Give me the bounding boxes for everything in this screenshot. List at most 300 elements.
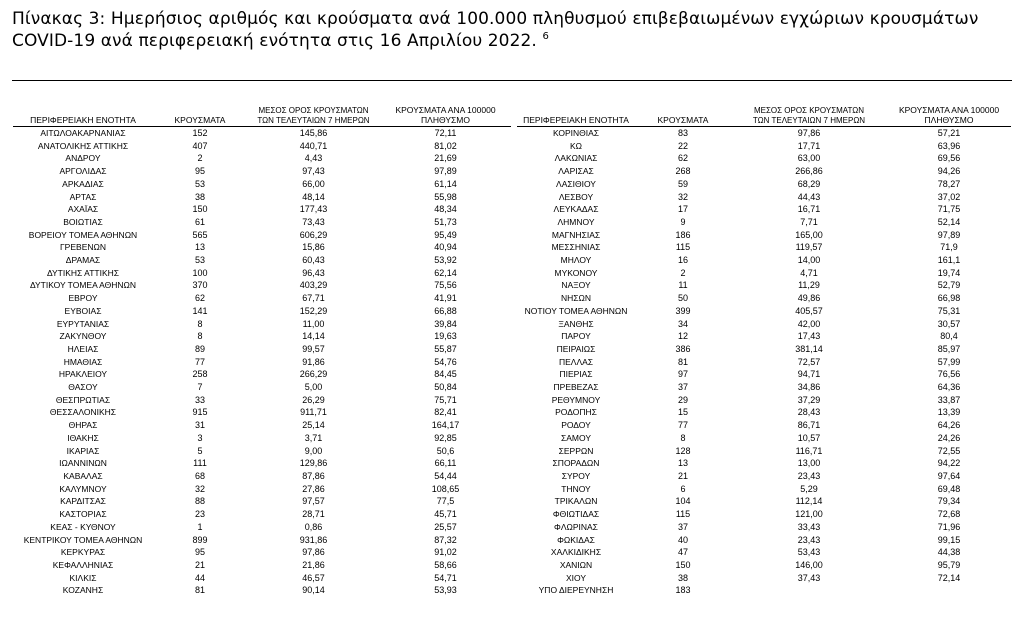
- table-row: [517, 279, 1011, 292]
- cases-cell: 44: [194, 572, 205, 583]
- region-cell: ΑΙΤΩΛΟΑΚΑΡΝΑΝΙΑΣ: [40, 128, 126, 138]
- table-row: [517, 546, 1011, 559]
- per100k-cell: 44,38: [937, 547, 961, 558]
- per100k-cell: 63,96: [937, 140, 961, 151]
- per100k-cell: 91,02: [434, 547, 457, 558]
- table-row: [13, 546, 511, 559]
- avg7-cell: 5,29: [800, 483, 818, 494]
- avg7-cell: 37,43: [797, 572, 821, 583]
- region-cell: ΚΕΡΚΥΡΑΣ: [60, 547, 106, 558]
- header-region: ΠΕΡΙΦΕΡΕΙΑΚΗ ΕΝΟΤΗΤΑ: [13, 100, 153, 127]
- per100k-cell: 19,74: [937, 267, 961, 278]
- per100k-cell: 50,84: [434, 382, 457, 393]
- cases-cell: 915: [192, 407, 208, 418]
- header-avg7: ΜΕΣΟΣ ΟΡΟΣ ΚΡΟΥΣΜΑΤΩΝ ΤΩΝ ΤΕΛΕΥΤΑΙΩΝ 7 ΗΜΕΡΩΝ: [247, 100, 380, 127]
- per100k-cell: 30,57: [937, 318, 961, 329]
- region-cell: ΦΩΚΙΔΑΣ: [557, 534, 595, 545]
- region-cell: ΜΗΛΟΥ: [560, 255, 592, 266]
- cases-cell: 16: [677, 255, 688, 266]
- table-row: [13, 330, 511, 343]
- region-cell: ΠΕΛΛΑΣ: [558, 356, 594, 367]
- table-row: [517, 406, 1011, 419]
- avg7-cell: 403,29: [299, 280, 328, 291]
- right-table-block: [517, 100, 1011, 625]
- per100k-cell: 72,55: [937, 445, 961, 456]
- cases-cell: 407: [192, 140, 208, 151]
- table-row: [517, 356, 1011, 369]
- cases-cell: 6: [680, 483, 686, 494]
- region-cell: ΞΑΝΘΗΣ: [558, 318, 594, 329]
- per100k-cell: 25,57: [434, 521, 457, 532]
- region-cell: ΚΕΦΑΛΛΗΝΙΑΣ: [52, 559, 114, 570]
- cases-cell: 8: [197, 318, 203, 329]
- per100k-cell: 53,92: [434, 255, 457, 266]
- per100k-cell: 71,75: [937, 204, 961, 215]
- per100k-cell: 52,14: [937, 216, 961, 227]
- region-cell: ΘΗΡΑΣ: [68, 420, 98, 431]
- per100k-cell: 37,02: [937, 191, 961, 202]
- per100k-cell: 81,02: [434, 140, 457, 151]
- per100k-cell: 19,63: [434, 331, 457, 342]
- avg7-cell: 28,43: [797, 407, 821, 418]
- table-row: [13, 368, 511, 381]
- avg7-cell: 34,86: [797, 382, 821, 393]
- avg7-cell: 177,43: [299, 204, 328, 215]
- cases-cell: 77: [194, 356, 205, 367]
- region-cell: ΔΡΑΜΑΣ: [65, 255, 101, 266]
- avg7-cell: 97,86: [302, 547, 325, 558]
- table-row: [13, 203, 511, 216]
- region-cell: ΕΒΡΟΥ: [68, 293, 98, 304]
- region-cell: ΠΡΕΒΕΖΑΣ: [553, 382, 599, 393]
- per100k-cell: 55,98: [434, 191, 457, 202]
- per100k-cell: 66,11: [434, 458, 457, 469]
- caption-line-1: Πίνακας 3: Ημερήσιος αριθμός και κρούσματα ανά 100.000 πληθυσμού επιβεβαιωμένων εγχώριων κρουσμάτων: [12, 9, 979, 29]
- cases-cell: 29: [677, 394, 688, 405]
- region-cell: ΣΠΟΡΑΔΩΝ: [552, 458, 600, 469]
- per100k-cell: 108,65: [431, 483, 460, 494]
- per100k-cell: 94,26: [937, 166, 961, 177]
- table-row: [517, 140, 1011, 153]
- per100k-cell: 95,49: [434, 229, 457, 240]
- per100k-cell: 62,14: [434, 267, 457, 278]
- table-row: [13, 381, 511, 394]
- avg7-cell: 3,71: [304, 432, 323, 443]
- region-cell: ΛΑΡΙΣΑΣ: [558, 166, 594, 177]
- per100k-cell: 33,87: [937, 394, 961, 405]
- avg7-cell: 14,14: [302, 331, 325, 342]
- region-cell: ΚΕΑΣ - ΚΥΘΝΟΥ: [50, 521, 116, 532]
- cases-cell: 268: [675, 166, 691, 177]
- avg7-cell: 60,43: [302, 255, 325, 266]
- table-row: [13, 254, 511, 267]
- table-row: [13, 140, 511, 153]
- cases-cell: 183: [675, 585, 691, 596]
- avg7-cell: 165,00: [795, 229, 823, 240]
- avg7-cell: 96,43: [302, 267, 325, 278]
- region-cell: ΠΙΕΡΙΑΣ: [559, 369, 593, 380]
- region-cell: ΘΕΣΣΑΛΟΝΙΚΗΣ: [49, 407, 117, 418]
- table-row: [13, 470, 511, 483]
- cases-cell: 8: [197, 331, 203, 342]
- cases-cell: 32: [677, 191, 688, 202]
- table-row: [517, 419, 1011, 432]
- table-row: [517, 152, 1011, 165]
- region-cell: ΧΙΟΥ: [565, 572, 587, 583]
- avg7-cell: 11,29: [798, 280, 820, 291]
- per100k-cell: 87,32: [434, 534, 457, 545]
- cases-cell: 111: [193, 458, 207, 469]
- cases-cell: 77: [677, 420, 688, 431]
- region-cell: ΔΥΤΙΚΟΥ ΤΟΜΕΑ ΑΘΗΝΩΝ: [29, 280, 137, 291]
- table-row: [13, 534, 511, 547]
- region-cell: ΜΥΚΟΝΟΥ: [554, 267, 598, 278]
- region-cell: ΒΟΙΩΤΙΑΣ: [63, 216, 103, 227]
- region-cell: ΚΑΛΥΜΝΟΥ: [59, 483, 107, 494]
- avg7-cell: 13,00: [797, 458, 821, 469]
- per100k-cell: 51,73: [434, 216, 457, 227]
- region-cell: ΚΩ: [569, 140, 583, 151]
- region-cell: ΔΥΤΙΚΗΣ ΑΤΤΙΚΗΣ: [46, 267, 120, 278]
- region-cell: ΚΑΒΑΛΑΣ: [63, 470, 103, 481]
- table-row: [13, 394, 511, 407]
- cases-cell: 399: [675, 305, 691, 316]
- avg7-cell: 63,00: [797, 153, 821, 164]
- region-cell: ΙΘΑΚΗΣ: [67, 432, 99, 443]
- cases-cell: 83: [677, 128, 688, 138]
- cases-cell: 11: [678, 280, 688, 291]
- avg7-cell: 97,86: [797, 128, 821, 138]
- cases-cell: 62: [194, 293, 205, 304]
- table-row: [517, 470, 1011, 483]
- table-row: [517, 178, 1011, 191]
- table-row: [13, 343, 511, 356]
- avg7-cell: 11,00: [302, 318, 325, 329]
- table-row: [517, 584, 1011, 597]
- region-cell: ΦΛΩΡΙΝΑΣ: [554, 521, 598, 532]
- table-row: [13, 419, 511, 432]
- table-row: [517, 318, 1011, 331]
- cases-cell: 2: [680, 267, 686, 278]
- per100k-cell: 94,22: [937, 458, 961, 469]
- table-row: [13, 584, 511, 597]
- cases-cell: 150: [675, 559, 691, 570]
- cases-cell: 81: [677, 356, 688, 367]
- cases-cell: 8: [680, 432, 686, 443]
- cases-cell: 34: [677, 318, 688, 329]
- cases-cell: 21: [194, 559, 205, 570]
- cases-cell: 899: [192, 534, 208, 545]
- table-row: [13, 152, 511, 165]
- table-row: [13, 521, 511, 534]
- cases-cell: 38: [194, 191, 205, 202]
- cases-cell: 100: [192, 267, 208, 278]
- per100k-cell: 78,27: [937, 178, 961, 189]
- cases-cell: 5: [197, 445, 203, 456]
- caption-line-2: [12, 30, 1012, 52]
- table-row: [517, 127, 1011, 140]
- region-cell: ΙΚΑΡΙΑΣ: [66, 445, 100, 456]
- per100k-cell: 97,64: [937, 470, 961, 481]
- cases-cell: 13: [677, 458, 688, 469]
- per100k-cell: 54,71: [434, 572, 457, 583]
- avg7-cell: 46,57: [302, 572, 325, 583]
- per100k-cell: 57,99: [937, 356, 961, 367]
- header-per100k: ΚΡΟΥΣΜΑΤΑ ΑΝΑ 100000 ΠΛΗΘΥΣΜΟ: [887, 100, 1011, 127]
- avg7-cell: 23,43: [797, 470, 821, 481]
- per100k-cell: 76,56: [937, 369, 961, 380]
- avg7-cell: 0,86: [304, 521, 323, 532]
- per100k-cell: 64,36: [937, 382, 961, 393]
- per100k-cell: 75,31: [937, 305, 961, 316]
- avg7-cell: [731, 584, 887, 597]
- avg7-cell: 7,71: [800, 216, 818, 227]
- per100k-cell: 82,41: [434, 407, 457, 418]
- per100k-cell: [887, 584, 1011, 597]
- table-row: [517, 368, 1011, 381]
- region-cell: ΚΟΖΑΝΗΣ: [62, 585, 104, 596]
- table-row: [13, 229, 511, 242]
- cases-cell: 3: [197, 432, 203, 443]
- right-table: [517, 100, 1011, 597]
- table-row: [13, 305, 511, 318]
- avg7-cell: 49,86: [797, 293, 821, 304]
- per100k-cell: 69,56: [937, 153, 961, 164]
- table-row: [13, 165, 511, 178]
- avg7-cell: 266,86: [795, 166, 823, 177]
- cases-cell: 128: [675, 445, 691, 456]
- region-cell: ΡΕΘΥΜΝΟΥ: [551, 394, 601, 405]
- region-cell: ΥΠΟ ΔΙΕΡΕΥΝΗΣΗ: [538, 585, 614, 596]
- avg7-cell: 931,86: [299, 534, 328, 545]
- avg7-cell: 44,43: [797, 191, 821, 202]
- cases-cell: 61: [194, 216, 205, 227]
- region-cell: ΡΟΔΟΥ: [561, 420, 591, 431]
- cases-cell: 53: [194, 255, 205, 266]
- region-cell: ΑΝΑΤΟΛΙΚΗΣ ΑΤΤΙΚΗΣ: [37, 140, 129, 151]
- table-row: [517, 343, 1011, 356]
- table-row: [13, 178, 511, 191]
- region-cell: ΛΕΣΒΟΥ: [558, 191, 594, 202]
- region-cell: ΒΟΡΕΙΟΥ ΤΟΜΕΑ ΑΘΗΝΩΝ: [28, 229, 138, 240]
- cases-cell: 17: [677, 204, 688, 215]
- per100k-cell: 66,88: [434, 305, 457, 316]
- region-cell: ΖΑΚΥΝΘΟΥ: [59, 331, 107, 342]
- per100k-cell: 71,9: [940, 242, 958, 253]
- table-row: [13, 559, 511, 572]
- left-table: [13, 100, 511, 597]
- avg7-cell: 5,00: [304, 382, 323, 393]
- cases-cell: 1: [197, 521, 203, 532]
- table-row: [517, 559, 1011, 572]
- per100k-cell: 164,17: [431, 420, 460, 431]
- region-cell: ΙΩΑΝΝΙΝΩΝ: [59, 458, 107, 469]
- table-row: [13, 508, 511, 521]
- region-cell: ΝΟΤΙΟΥ ΤΟΜΕΑ ΑΘΗΝΩΝ: [524, 305, 628, 316]
- avg7-cell: 99,57: [302, 343, 325, 354]
- header-avg7: ΜΕΣΟΣ ΟΡΟΣ ΚΡΟΥΣΜΑΤΩΝ ΤΩΝ ΤΕΛΕΥΤΑΙΩΝ 7 ΗΜΕΡΩΝ: [731, 100, 887, 127]
- table-row: [13, 572, 511, 585]
- table-row: [517, 483, 1011, 496]
- per100k-cell: 52,79: [937, 280, 961, 291]
- table-row: [13, 457, 511, 470]
- per100k-cell: 50,6: [436, 445, 455, 456]
- avg7-cell: 116,71: [795, 445, 823, 456]
- table-row: [13, 279, 511, 292]
- avg7-cell: 87,86: [302, 470, 325, 481]
- footnote-marker: 6: [542, 31, 549, 42]
- avg7-cell: 121,00: [795, 509, 823, 520]
- table-row: [517, 216, 1011, 229]
- region-cell: ΕΥΡΥΤΑΝΙΑΣ: [56, 318, 110, 329]
- per100k-cell: 57,21: [937, 128, 961, 138]
- per100k-cell: 40,94: [434, 242, 457, 253]
- per100k-cell: 64,26: [937, 420, 961, 431]
- per100k-cell: 95,79: [937, 559, 961, 570]
- avg7-cell: 4,43: [304, 153, 323, 164]
- table-row: [13, 216, 511, 229]
- table-row: [13, 356, 511, 369]
- per100k-cell: 13,39: [937, 407, 961, 418]
- per100k-cell: 55,87: [434, 343, 457, 354]
- per100k-cell: 75,56: [434, 280, 457, 291]
- avg7-cell: 440,71: [299, 140, 328, 151]
- per100k-cell: 75,71: [434, 394, 457, 405]
- per100k-cell: 161,1: [937, 255, 961, 266]
- avg7-cell: 21,86: [302, 559, 325, 570]
- avg7-cell: 129,86: [299, 458, 328, 469]
- left-table-body: [13, 127, 511, 598]
- per100k-cell: 48,34: [434, 204, 457, 215]
- cases-cell: 47: [677, 547, 688, 558]
- cases-cell: 565: [192, 229, 208, 240]
- table-row: [13, 267, 511, 280]
- cases-cell: 21: [677, 470, 688, 481]
- table-row: [517, 267, 1011, 280]
- table-row: [517, 229, 1011, 242]
- per100k-cell: 77,5: [436, 496, 455, 507]
- avg7-cell: 66,00: [302, 178, 325, 189]
- per100k-cell: 54,44: [434, 470, 457, 481]
- region-cell: ΚΑΣΤΟΡΙΑΣ: [59, 509, 107, 520]
- per100k-cell: 54,76: [434, 356, 457, 367]
- cases-cell: 38: [677, 572, 688, 583]
- cases-cell: 53: [194, 178, 205, 189]
- per100k-cell: 97,89: [937, 229, 961, 240]
- table-row: [517, 521, 1011, 534]
- region-cell: ΤΡΙΚΑΛΩΝ: [554, 496, 598, 507]
- top-rule: [12, 80, 1012, 81]
- region-cell: ΚΟΡΙΝΘΙΑΣ: [552, 128, 600, 138]
- region-cell: ΚΙΛΚΙΣ: [69, 572, 97, 583]
- per100k-cell: 79,34: [937, 496, 961, 507]
- region-cell: ΑΡΓΟΛΙΔΑΣ: [59, 166, 107, 177]
- per100k-cell: 97,89: [434, 166, 457, 177]
- cases-cell: 32: [194, 483, 205, 494]
- table-row: [13, 495, 511, 508]
- avg7-cell: 381,14: [795, 343, 823, 354]
- cases-cell: 95: [194, 166, 205, 177]
- per100k-cell: 72,11: [434, 128, 457, 138]
- cases-cell: 50: [677, 293, 688, 304]
- table-row: [517, 241, 1011, 254]
- per100k-cell: 61,14: [434, 178, 457, 189]
- avg7-cell: 606,29: [299, 229, 328, 240]
- avg7-cell: 28,71: [302, 509, 325, 520]
- avg7-cell: 911,71: [300, 407, 327, 418]
- left-table-block: [13, 100, 511, 625]
- cases-cell: 386: [675, 343, 691, 354]
- header-per100k: ΚΡΟΥΣΜΑΤΑ ΑΝΑ 100000 ΠΛΗΘΥΣΜΟ: [380, 100, 511, 127]
- per100k-cell: 58,66: [434, 559, 457, 570]
- region-cell: ΘΕΣΠΡΩΤΙΑΣ: [55, 394, 111, 405]
- per100k-cell: 45,71: [434, 509, 457, 520]
- region-cell: ΛΑΣΙΘΙΟΥ: [556, 178, 596, 189]
- cases-cell: 23: [194, 509, 205, 520]
- avg7-cell: 152,29: [299, 305, 328, 316]
- cases-cell: 9: [680, 216, 686, 227]
- avg7-cell: 48,14: [302, 191, 325, 202]
- per100k-cell: 39,84: [434, 318, 457, 329]
- cases-cell: 33: [194, 394, 205, 405]
- region-cell: ΧΑΛΚΙΔΙΚΗΣ: [550, 547, 602, 558]
- header-cases: ΚΡΟΥΣΜΑΤΑ: [635, 100, 731, 127]
- table-row: [517, 394, 1011, 407]
- region-cell: ΦΘΙΩΤΙΔΑΣ: [552, 509, 600, 520]
- avg7-cell: 42,00: [797, 318, 821, 329]
- cases-cell: 62: [677, 153, 688, 164]
- cases-cell: 88: [194, 496, 205, 507]
- right-header-row: [517, 100, 1011, 127]
- avg7-cell: 72,57: [797, 356, 821, 367]
- table-row: [517, 534, 1011, 547]
- cases-cell: 141: [192, 305, 208, 316]
- per100k-cell: 24,26: [937, 432, 961, 443]
- per100k-cell: 92,85: [434, 432, 457, 443]
- per100k-cell: 69,48: [937, 483, 961, 494]
- region-cell: ΗΜΑΘΙΑΣ: [63, 356, 103, 367]
- cases-cell: 152: [192, 128, 208, 138]
- region-cell: ΠΑΡΟΥ: [561, 331, 591, 342]
- header-cases: ΚΡΟΥΣΜΑΤΑ: [153, 100, 247, 127]
- region-cell: ΑΧΑΪΑΣ: [67, 204, 99, 215]
- per100k-cell: 21,69: [434, 153, 457, 164]
- avg7-cell: 94,71: [797, 369, 821, 380]
- region-cell: ΣΕΡΡΩΝ: [558, 445, 594, 456]
- cases-cell: 104: [675, 496, 691, 507]
- cases-cell: 81: [194, 585, 205, 596]
- region-cell: ΡΟΔΟΠΗΣ: [555, 407, 597, 418]
- table-row: [13, 191, 511, 204]
- table-row: [13, 127, 511, 140]
- avg7-cell: 119,57: [795, 242, 823, 253]
- avg7-cell: 9,00: [304, 445, 323, 456]
- per100k-cell: 53,93: [434, 585, 457, 596]
- table-row: [517, 572, 1011, 585]
- avg7-cell: 17,71: [797, 140, 821, 151]
- table-row: [13, 483, 511, 496]
- region-cell: ΠΕΙΡΑΙΩΣ: [556, 343, 596, 354]
- table-row: [517, 432, 1011, 445]
- cases-cell: 31: [194, 420, 205, 431]
- region-cell: ΤΗΝΟΥ: [561, 483, 591, 494]
- table-row: [517, 457, 1011, 470]
- avg7-cell: 14,00: [797, 255, 821, 266]
- region-cell: ΗΡΑΚΛΕΙΟΥ: [58, 369, 108, 380]
- cases-cell: 150: [192, 204, 208, 215]
- region-cell: ΣΥΡΟΥ: [561, 470, 591, 481]
- table-row: [517, 508, 1011, 521]
